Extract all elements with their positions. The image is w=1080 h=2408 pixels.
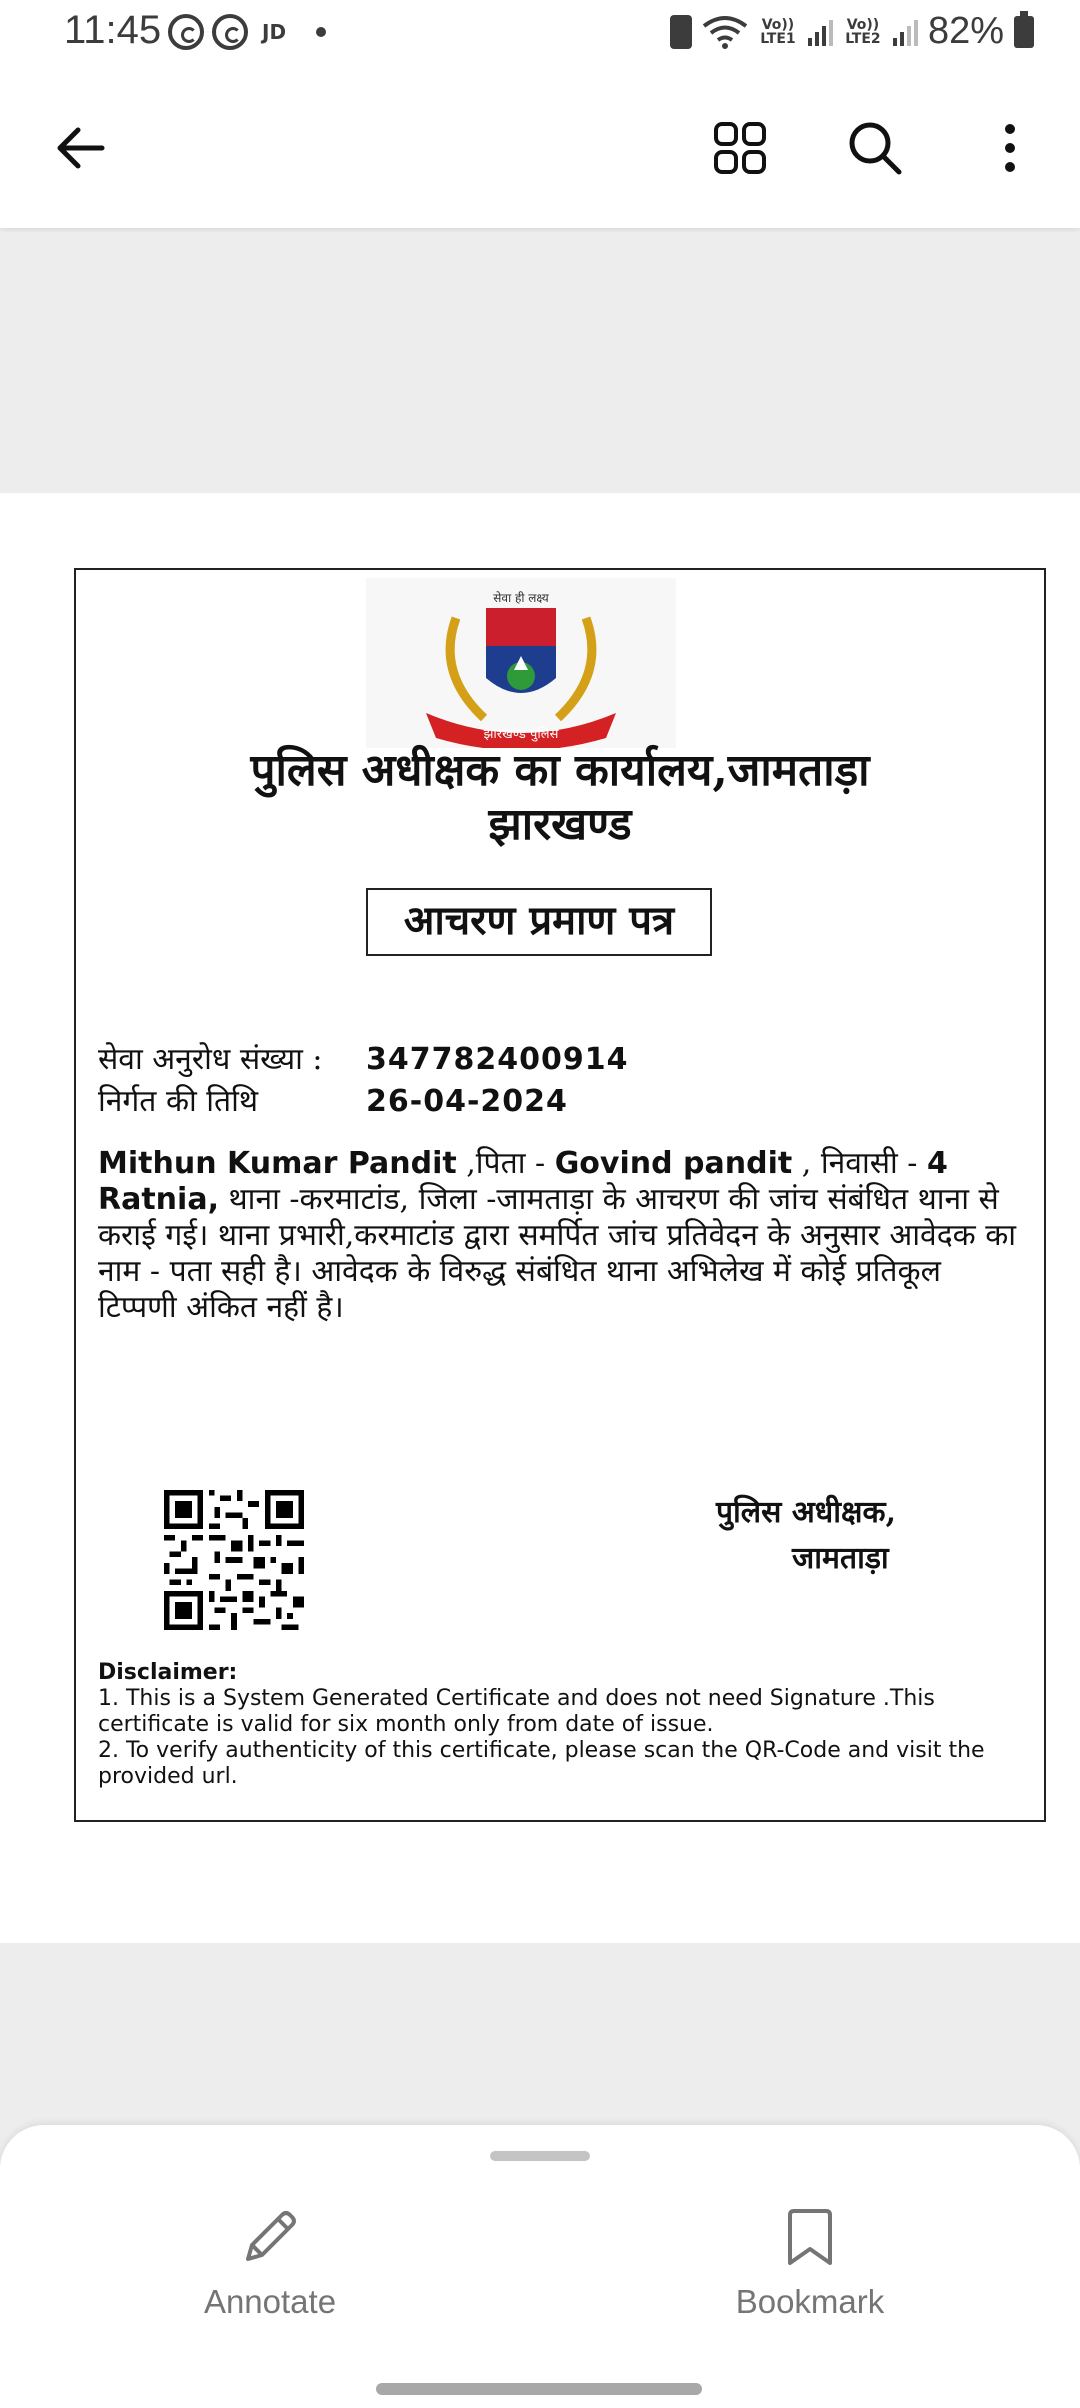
body-text: थाना -करमाटांड, जिला -जामताड़ा के आचरण की जांच संबंधित थाना से कराई गई। थाना प्रभारी,करमाटांड द्वारा समर्पित जांच प्रतिवेदन के अनुसार आवेदक का नाम - पता सही है। आवेदक के विरुद्ध संबंधित थाना अभिलेख में कोई प्रतिकूल टिप्पणी अंकित नहीं है। — [98, 1182, 1017, 1325]
status-time: 11:45 — [64, 8, 162, 52]
lte2-label: Vo)) LTE2 — [845, 16, 881, 47]
issue-date-row — [98, 1082, 568, 1122]
village-name: Ratnia, — [98, 1182, 219, 1217]
app-bar — [0, 70, 1080, 228]
character-certificate — [74, 568, 1046, 1822]
more-vert-icon — [1003, 123, 1017, 173]
signal-2-icon — [893, 18, 918, 46]
document-page[interactable] — [0, 493, 1080, 1943]
search-icon — [847, 120, 903, 176]
battery-icon — [1014, 16, 1034, 48]
issue-date-label: निर्गत की तिथि — [98, 1084, 259, 1119]
service-request-number: 347782400914 — [366, 1042, 629, 1077]
service-request-row — [98, 1040, 629, 1080]
disclaimer-item-2: 2. To verify authenticity of this certificate, please scan the QR-Code and visit the provided url. — [98, 1738, 985, 1789]
annotate-label: Annotate — [203, 2283, 337, 2320]
bookmark-button[interactable] — [680, 2205, 940, 2355]
office-name: पुलिस अधीक्षक का कार्यालय,जामताड़ा — [250, 745, 870, 796]
status-bar — [0, 0, 1080, 70]
annotate-button[interactable] — [140, 2205, 400, 2355]
lte1-label: Vo)) LTE1 — [760, 16, 796, 47]
emblem-motto: सेवा ही लक्ष्य — [493, 591, 549, 605]
bottom-action-sheet — [0, 2125, 1080, 2408]
disclaimer-heading: Disclaimer: — [98, 1660, 238, 1685]
battery-percent: 82% — [927, 10, 1004, 52]
issue-date-value: 26-04-2024 — [366, 1084, 568, 1119]
bookmark-label: Bookmark — [735, 2283, 885, 2320]
whatsapp-icon — [168, 14, 204, 50]
jd-notification-icon: JD — [262, 20, 287, 44]
disclaimer — [98, 1660, 998, 1790]
gesture-navigation-bar[interactable] — [376, 2383, 702, 2395]
whatsapp-icon — [212, 14, 248, 50]
applicant-name: Mithun Kumar Pandit — [98, 1146, 457, 1181]
office-state: झारखण्ड — [488, 799, 632, 850]
certificate-body — [98, 1146, 1028, 1326]
police-emblem-logo — [366, 578, 676, 748]
certificate-title: आचरण प्रमाण पत्र — [366, 888, 712, 956]
residence-label: , निवासी - — [801, 1146, 918, 1181]
service-request-label: सेवा अनुरोध संख्या : — [98, 1042, 323, 1077]
emblem-ribbon-text: झारखण्ड पुलिस — [483, 727, 559, 742]
grid-view-icon — [713, 121, 767, 175]
notification-icons — [168, 14, 326, 50]
signatory-title: पुलिस अधीक्षक, — [716, 1495, 897, 1530]
signal-1-icon — [808, 18, 833, 46]
father-name: Govind pandit — [554, 1146, 793, 1181]
signatory-place: जामताड़ा — [792, 1541, 889, 1576]
battery-saver-icon — [670, 15, 692, 49]
verification-qr-code — [164, 1490, 304, 1630]
grid-view-button[interactable] — [700, 108, 780, 188]
sheet-drag-handle[interactable] — [490, 2151, 590, 2161]
more-options-button[interactable] — [970, 108, 1050, 188]
wifi-icon — [702, 14, 748, 50]
house-number: 4 — [926, 1146, 948, 1181]
father-label: ,पिता - — [466, 1146, 546, 1181]
more-notifications-dot-icon — [316, 27, 326, 37]
pencil-icon — [238, 2205, 302, 2269]
system-icons — [670, 10, 1034, 53]
disclaimer-item-1: 1. This is a System Generated Certificate and does not need Signature .This certificate is valid for six month only from date of issue. — [98, 1686, 935, 1737]
back-button[interactable] — [40, 108, 120, 188]
search-button[interactable] — [835, 108, 915, 188]
arrow-left-icon — [54, 126, 106, 170]
bookmark-icon — [778, 2205, 842, 2269]
